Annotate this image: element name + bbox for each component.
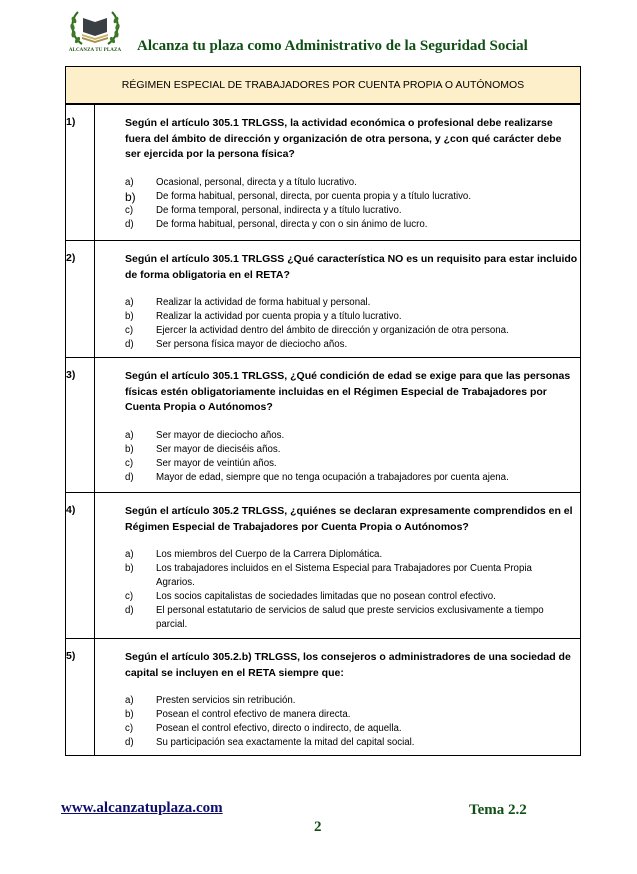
question-body	[95, 493, 580, 638]
question-number: 1)	[66, 105, 95, 240]
question-number: 5)	[66, 639, 95, 755]
option-b	[125, 562, 580, 590]
options-list	[125, 548, 580, 632]
option-d	[125, 736, 580, 750]
option-d	[125, 218, 580, 232]
option-text: Presten servicios sin retribución.	[156, 695, 296, 706]
option-letter: c)	[125, 723, 134, 734]
option-c	[125, 324, 580, 338]
question-row	[66, 492, 580, 638]
document-title: Alcanza tu plaza como Administrativo de la Seguridad Social	[137, 38, 528, 54]
option-text: Los miembros del Cuerpo de la Carrera Diplomática.	[156, 549, 383, 560]
question-body	[95, 639, 580, 755]
website-link[interactable]: www.alcanzatuplaza.com	[61, 800, 223, 816]
option-letter: d)	[125, 471, 134, 483]
option-text: Realizar la actividad por cuenta propia y a título lucrativo.	[156, 311, 402, 322]
option-letter: b)	[125, 311, 134, 322]
book-laurel-icon	[68, 8, 122, 50]
option-text: Ser persona física mayor de dieciocho años.	[156, 339, 348, 350]
option-letter: a)	[125, 297, 134, 308]
option-d	[125, 338, 580, 352]
question-text: Según el artículo 305.1 TRLGSS, la actividad económica o profesional debe realizarse fuera del ámbito de dirección y organización de otra persona, y ¿con qué carácter debe ser ejercida por la persona física?	[125, 117, 562, 160]
question-body	[95, 241, 580, 357]
option-d	[125, 604, 580, 632]
option-letter: c)	[125, 591, 134, 602]
option-c	[125, 457, 580, 471]
option-letter: c)	[125, 325, 134, 336]
question-table	[65, 66, 581, 756]
question-text: Según el artículo 305.1 TRLGSS ¿Qué característica NO es un requisito para estar incluido de forma obligatoria en el RETA?	[125, 253, 578, 281]
option-text: Posean el control efectivo, directo o indirecto, de aquella.	[156, 723, 402, 734]
option-letter: b)	[125, 563, 134, 574]
question-body	[95, 358, 580, 492]
option-a	[125, 548, 580, 562]
option-letter: a)	[125, 549, 134, 560]
page-number: 2	[314, 819, 322, 835]
option-text: Los trabajadores incluidos en el Sistema Especial para Trabajadores por Cuenta Propia Agrarios.	[156, 563, 532, 588]
option-letter: d)	[125, 605, 134, 616]
option-letter: a)	[125, 176, 134, 188]
option-letter: d)	[125, 218, 134, 230]
option-a	[125, 176, 580, 190]
table-heading: RÉGIMEN ESPECIAL DE TRABAJADORES POR CUENTA PROPIA O AUTÓNOMOS	[66, 67, 580, 104]
option-letter: b)	[125, 709, 134, 720]
option-letter: a)	[125, 695, 134, 706]
options-list	[125, 694, 580, 750]
option-b	[125, 443, 580, 457]
option-text: Ser mayor de dieciséis años.	[156, 443, 281, 455]
option-text: Ejercer la actividad dentro del ámbito de dirección y organización de otra persona.	[156, 325, 509, 336]
options-list	[125, 296, 580, 352]
option-text: Posean el control efectivo de manera directa.	[156, 709, 351, 720]
option-text: Realizar la actividad de forma habitual y personal.	[156, 297, 371, 308]
option-text: De forma habitual, personal, directa, por cuenta propia y a título lucrativo.	[156, 190, 472, 202]
question-body	[95, 105, 580, 240]
option-b	[125, 190, 580, 204]
option-c	[125, 590, 580, 604]
option-letter: c)	[125, 457, 134, 469]
option-text: El personal estatutario de servicios de salud que preste servicios exclusivamente a tiempo parcial.	[156, 605, 544, 630]
question-row	[66, 240, 580, 357]
option-a	[125, 694, 580, 708]
option-c	[125, 204, 580, 218]
option-text: Ocasional, personal, directa y a título lucrativo.	[156, 176, 357, 188]
logo-text: ALCANZA TU PLAZA	[68, 48, 122, 53]
options-list	[125, 176, 580, 232]
question-row	[66, 104, 580, 240]
option-letter: a)	[125, 429, 134, 441]
option-b	[125, 310, 580, 324]
option-letter: b)	[125, 189, 136, 204]
option-letter: c)	[125, 204, 134, 216]
question-row	[66, 357, 580, 492]
option-text: Ser mayor de veintiún años.	[156, 457, 277, 469]
question-number: 4)	[66, 493, 95, 638]
option-text: Su participación sea exactamente la mitad del capital social.	[156, 737, 415, 748]
option-c	[125, 722, 580, 736]
option-b	[125, 708, 580, 722]
option-d	[125, 471, 580, 485]
question-text: Según el artículo 305.2.b) TRLGSS, los consejeros o administradores de una sociedad de capital se incluyen en el RETA siempre que:	[125, 651, 571, 679]
options-list	[125, 429, 580, 485]
option-letter: b)	[125, 443, 134, 455]
question-number: 2)	[66, 241, 95, 357]
question-text: Según el artículo 305.2 TRLGSS, ¿quiénes se declaran expresamente comprendidos en el Régimen Especial de Trabajadores por Cuenta Propia o Autónomos?	[125, 505, 573, 533]
option-text: Mayor de edad, siempre que no tenga ocupación a trabajadores por cuenta ajena.	[156, 471, 509, 483]
option-letter: d)	[125, 737, 134, 748]
topic-label: Tema 2.2	[469, 802, 527, 818]
option-a	[125, 429, 580, 443]
question-text: Según el artículo 305.1 TRLGSS, ¿Qué condición de edad se exige para que las personas físicas estén obligatoriamente incluidas en el Régimen Especial de Trabajadores por Cuenta Propia o Autónomos?	[125, 370, 571, 413]
option-text: De forma habitual, personal, directa y con o sin ánimo de lucro.	[156, 218, 428, 230]
question-number: 3)	[66, 358, 95, 492]
option-text: Los socios capitalistas de sociedades limitadas que no posean control efectivo.	[156, 591, 496, 602]
option-letter: d)	[125, 339, 134, 350]
option-a	[125, 296, 580, 310]
option-text: De forma temporal, personal, indirecta y a título lucrativo.	[156, 204, 402, 216]
option-text: Ser mayor de dieciocho años.	[156, 429, 285, 441]
question-row	[66, 638, 580, 755]
